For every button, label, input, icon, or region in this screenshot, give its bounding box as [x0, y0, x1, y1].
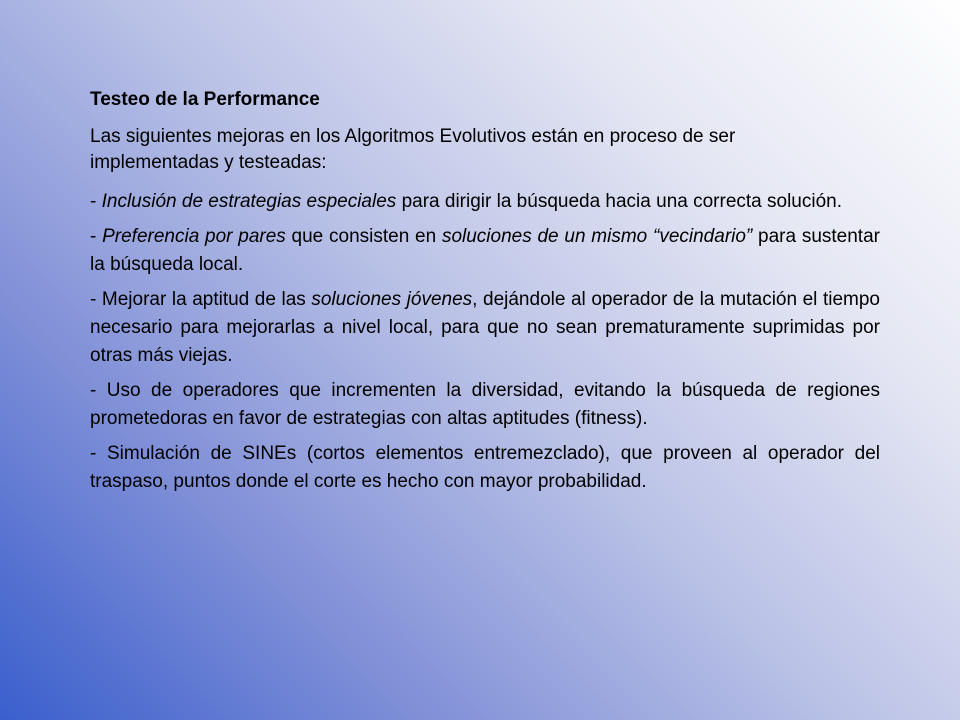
bullet-dash: - [90, 191, 102, 212]
emphasis-text: Preferencia por pares [102, 226, 286, 247]
emphasis-text: soluciones de un mismo “vecindario” [441, 226, 753, 247]
bullet-item-5: - Simulación de SINEs (cortos elementos entremezclado), que proveen al operador del traspaso, puntos donde el corte es hecho con mayor probabilidad. [90, 443, 880, 492]
slide-content [90, 86, 880, 503]
bullet-item-2 [90, 223, 880, 279]
bullet-text: que consisten en [285, 226, 442, 247]
bullet-item-4: - Uso de operadores que incrementen la diversidad, evitando la búsqueda de regiones prometedoras en favor de estrategias con altas aptitudes (fitness). [90, 380, 880, 429]
bullet-text: para dirigir la búsqueda hacia una correcta solución. [396, 191, 843, 212]
bullet-item-3 [90, 286, 880, 370]
intro-paragraph: Las siguientes mejoras en los Algoritmos Evolutivos están en proceso de ser implementadas y testeadas: [90, 126, 736, 173]
bullet-item-1 [90, 188, 880, 216]
bullet-text: - Mejorar la aptitud de las [90, 289, 312, 310]
emphasis-text: Inclusión de estrategias especiales [101, 191, 397, 212]
bullet-text: , dejándole al operador de la mutación el tiempo necesario para mejorarlas a nivel local, para que no sean prematuramente suprimidas por otras más viejas. [90, 289, 880, 366]
bullet-text: para sustentar la búsqueda local. [90, 226, 880, 275]
bullet-dash: - [90, 226, 103, 247]
emphasis-text: soluciones jóvenes [311, 289, 473, 310]
slide-title: Testeo de la Performance [90, 89, 320, 110]
